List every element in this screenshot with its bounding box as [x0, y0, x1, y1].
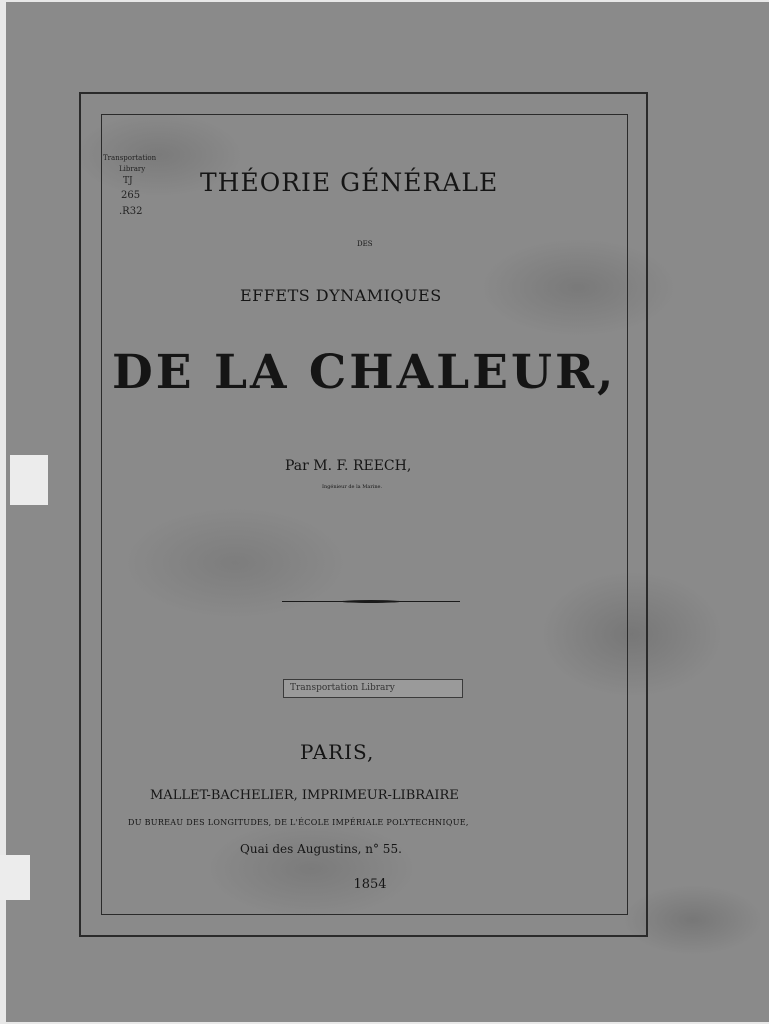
publisher: MALLET-BACHELIER, IMPRIMEUR-LIBRAIRE [150, 788, 459, 803]
library-stamp-line-5: .R32 [119, 206, 143, 217]
publisher-detail: DU BUREAU DES LONGITUDES, DE L'ÉCOLE IMPÉRIALE POLYTECHNIQUE, [128, 818, 469, 827]
main-title: DE LA CHALEUR, [112, 345, 617, 400]
title-connector: DES [357, 240, 373, 248]
torn-edge-top [10, 455, 48, 505]
library-stamp-line-1: Transportation [103, 154, 157, 162]
author-line: Par M. F. REECH, [285, 458, 412, 474]
ornamental-divider [282, 600, 460, 603]
library-stamp-line-2: Library [119, 165, 146, 173]
ownership-stamp-text: Transportation Library [290, 683, 395, 693]
author-role: Ingénieur de la Marine. [322, 484, 383, 490]
library-stamp [101, 152, 176, 230]
city: PARIS, [300, 740, 375, 764]
library-stamp-line-4: 265 [121, 190, 141, 201]
ownership-stamp [283, 679, 463, 698]
library-stamp-line-3: TJ [123, 176, 133, 186]
address: Quai des Augustins, n° 55. [240, 842, 402, 856]
publication-year: 1854 [353, 877, 387, 892]
title-line-2: EFFETS DYNAMIQUES [240, 286, 442, 305]
torn-edge-bottom [0, 855, 30, 900]
title-line-1: THÉORIE GÉNÉRALE [200, 168, 499, 197]
